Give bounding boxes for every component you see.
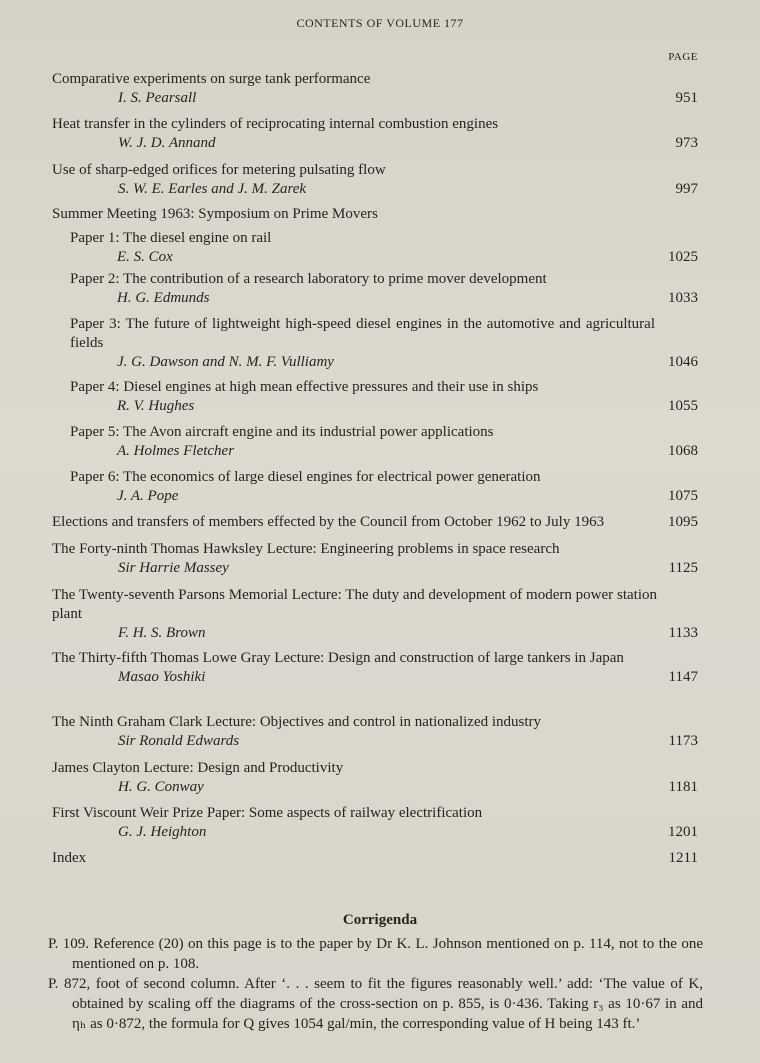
- corrigenda-heading: Corrigenda: [342, 912, 418, 928]
- running-header: CONTENTS OF VOLUME 177: [296, 16, 464, 30]
- toc-entry: [52, 713, 698, 751]
- entry-page: 1046: [668, 354, 698, 370]
- entry-title: Paper 2: The contribution of a research laboratory to prime mover development: [70, 271, 547, 287]
- entry-author: G. J. Heighton: [118, 824, 207, 840]
- entry-author: H. G. Conway: [118, 779, 204, 795]
- entry-page: 951: [675, 90, 698, 106]
- toc-entry: [52, 513, 698, 532]
- entry-title: Use of sharp-edged orifices for metering pulsating flow: [52, 162, 386, 178]
- entry-author: J. A. Pope: [117, 488, 179, 504]
- entry-author: Sir Ronald Edwards: [118, 733, 240, 749]
- entry-author: W. J. D. Annand: [118, 135, 216, 151]
- toc-entry: [52, 649, 698, 687]
- entry-title: Paper 5: The Avon aircraft engine and its industrial power applications: [70, 424, 494, 440]
- toc-entry: [52, 804, 698, 842]
- entry-page: 1181: [668, 779, 698, 795]
- toc-section-heading: [52, 205, 698, 224]
- entry-author: R. V. Hughes: [117, 398, 195, 414]
- entry-author: F. H. S. Brown: [118, 625, 206, 641]
- entry-title: Elections and transfers of members effected by the Council from October 1962 to July 1963: [52, 514, 605, 530]
- toc-entry: [52, 115, 698, 153]
- corrigenda-list: [48, 934, 703, 1034]
- entry-author: H. G. Edmunds: [117, 290, 210, 306]
- entry-page: 997: [675, 181, 698, 197]
- toc-entry: [52, 849, 698, 868]
- entry-page: 1125: [668, 560, 698, 576]
- entry-author: I. S. Pearsall: [118, 90, 197, 106]
- toc-entry: [70, 315, 698, 372]
- entry-page: 1147: [668, 669, 698, 685]
- entry-author: J. G. Dawson and N. M. F. Vulliamy: [117, 354, 334, 370]
- entry-title: Paper 1: The diesel engine on rail: [70, 230, 272, 246]
- toc-entry: [70, 423, 698, 461]
- entry-author: S. W. E. Earles and J. M. Zarek: [118, 181, 307, 197]
- toc-entry: [70, 378, 698, 416]
- toc-entry: [52, 759, 698, 797]
- page-column-label: PAGE: [668, 51, 698, 63]
- toc-entry: [70, 270, 698, 308]
- corrigendum-item: P. 109. Reference (20) on this page is to the paper by Dr K. L. Johnson mentioned on p. 114, not to the one mentioned on p. 108.: [48, 936, 703, 972]
- corrigendum-item: P. 872, foot of second column. After ‘. . . seem to fit the figures reasonably well.’ add: ‘The value of K, obtained by scaling off the diagrams of the cross-section on p. 855, is 0·436. Taking r₃ as 10·67 in and ηₕ as 0·872, the formula for Q gives 1054 gal/min, the corresponding value of H being 143 ft.’: [48, 976, 703, 1032]
- toc-entry: [52, 70, 698, 108]
- entry-title: The Thirty-fifth Thomas Lowe Gray Lecture: Design and construction of large tankers in Japan: [52, 650, 624, 666]
- entry-title: Heat transfer in the cylinders of reciprocating internal combustion engines: [52, 116, 499, 132]
- entry-title: Paper 3: The future of lightweight high-speed diesel engines in the automotive and agricultural fields: [70, 316, 655, 351]
- entry-page: 1173: [668, 733, 698, 749]
- toc-entry: [70, 468, 698, 506]
- entry-page: 1133: [668, 625, 698, 641]
- entry-page: 1211: [668, 850, 698, 866]
- entry-author: Sir Harrie Massey: [118, 560, 229, 576]
- toc-entry: [52, 161, 698, 199]
- toc-entry: [70, 229, 698, 267]
- toc-entry: [52, 540, 698, 578]
- entry-title: The Ninth Graham Clark Lecture: Objectives and control in nationalized industry: [52, 714, 542, 730]
- entry-page: 1033: [668, 290, 698, 306]
- entry-author: A. Holmes Fletcher: [117, 443, 235, 459]
- entry-title: James Clayton Lecture: Design and Productivity: [52, 760, 344, 776]
- entry-page: 1055: [668, 398, 698, 414]
- entry-title: Comparative experiments on surge tank performance: [52, 71, 371, 87]
- entry-page: 1095: [668, 514, 698, 530]
- entry-title: Summer Meeting 1963: Symposium on Prime Movers: [52, 206, 378, 222]
- entry-page: 1075: [668, 488, 698, 504]
- entry-title: The Twenty-seventh Parsons Memorial Lecture: The duty and development of modern power station plant: [52, 587, 657, 622]
- entry-title: Index: [52, 850, 87, 866]
- entry-page: 1201: [668, 824, 698, 840]
- entry-author: E. S. Cox: [117, 249, 173, 265]
- entry-page: 1025: [668, 249, 698, 265]
- entry-page: 1068: [668, 443, 698, 459]
- entry-title: First Viscount Weir Prize Paper: Some aspects of railway electrification: [52, 805, 483, 821]
- entry-title: The Forty-ninth Thomas Hawksley Lecture: Engineering problems in space research: [52, 541, 560, 557]
- entry-title: Paper 6: The economics of large diesel engines for electrical power generation: [70, 469, 541, 485]
- entry-title: Paper 4: Diesel engines at high mean effective pressures and their use in ships: [70, 379, 539, 395]
- toc-entry: [52, 586, 698, 643]
- entry-page: 973: [675, 135, 698, 151]
- entry-author: Masao Yoshiki: [118, 669, 206, 685]
